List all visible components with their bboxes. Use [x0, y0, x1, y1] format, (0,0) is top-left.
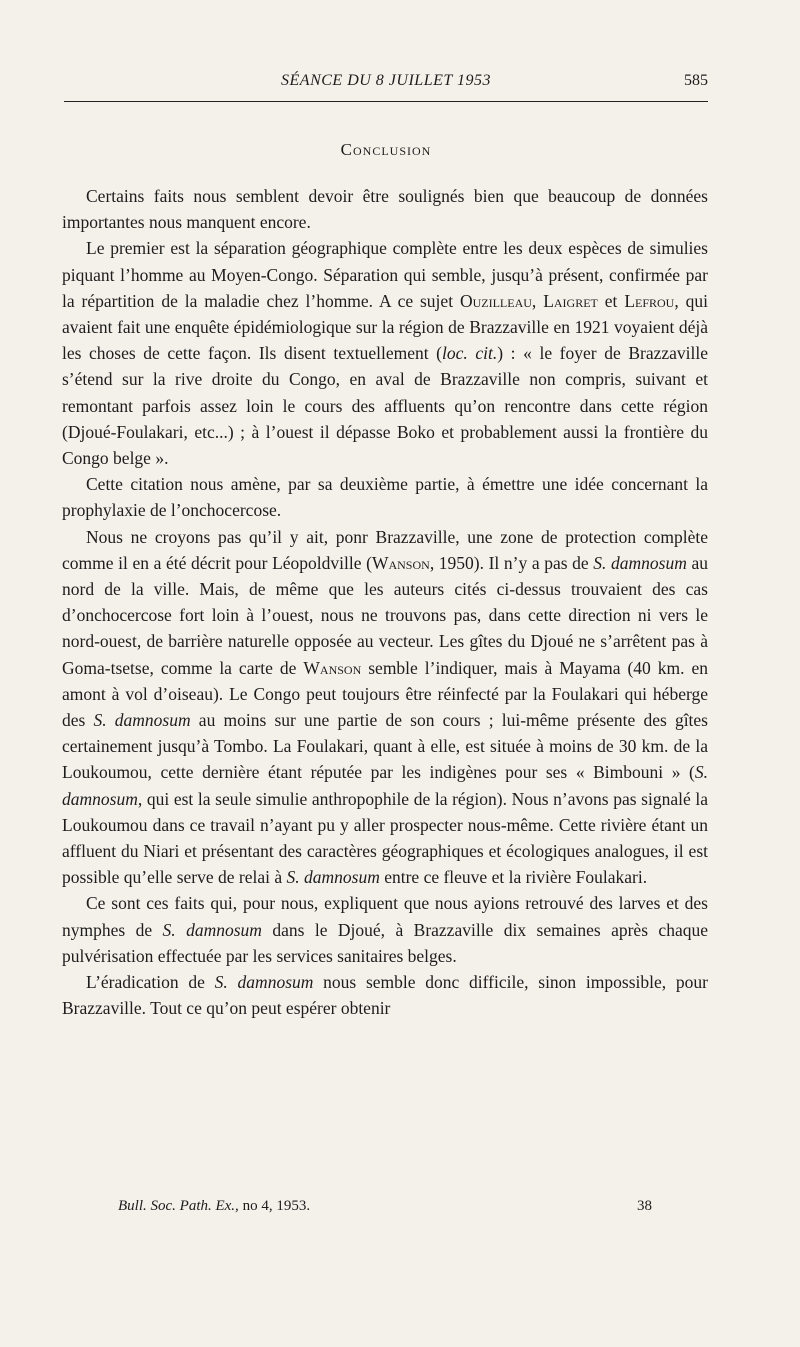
species-name: S. damnosum	[286, 867, 380, 888]
author-name: Lefrou	[624, 290, 675, 311]
text-run: au nord de la ville. Mais, de même que les auteurs cités ci-dessus trouvaient des cas d’onchocercose fort loin à l’ouest, nous ne trouvons pas, dans cette direction ni vers le nord-ouest, de barrière naturelle opposée au vecteur. Les gîtes du Djoué ne s’arrêtent pas à Goma-tsetse, comme la carte de	[62, 552, 708, 678]
text-run: et	[597, 290, 625, 311]
text-run: , qui est la seule simulie anthropophile de la région). Nous n’avons pas signalé la Loukoumou dans ce travail n’ayant pu y aller prospecter nous-même. Cette rivière étant un affluent du Niari et présentant des caractères géographiques et écologiques analogues, il est possible qu’elle serve de relai à	[62, 788, 708, 888]
signature-mark: 38	[637, 1198, 652, 1214]
paragraph-3-text: Cette citation nous amène, par sa deuxième partie, à émettre une idée concernant la prophylaxie de l’onchocercose.	[62, 474, 708, 521]
author-name: Wanson	[303, 657, 362, 678]
text-run: ,	[531, 290, 544, 311]
running-title: SÉANCE DU 8 JUILLET 1953	[281, 72, 491, 89]
species-name: S. damnosum	[62, 762, 708, 809]
text-run: dans le Djoué, à Brazzaville dix semaines après chaque pulvérisation effectuée par les services sanitaires belges.	[62, 919, 708, 966]
paragraph-5	[62, 890, 708, 969]
paragraph-1-text: Certains faits nous semblent devoir être soulignés bien que beaucoup de données importantes nous manquent encore.	[62, 186, 708, 233]
journal-name: Bull. Soc. Path. Ex.,	[118, 1198, 239, 1214]
author-name: Ouzilleau	[459, 290, 532, 311]
paragraph-3	[62, 471, 708, 523]
text-run: Le premier est la séparation géographique complète entre les deux espèces de simulies piquant l’homme au Moyen-Congo. Séparation qui semble, jusqu’à présent, confirmée par la répartition de la maladie chez l’homme. A ce sujet	[62, 238, 708, 311]
text-run: nous semble donc difficile, sinon impossible, pour Brazzaville. Tout ce qu’on peut espérer obtenir	[62, 972, 708, 1019]
species-name: S. damnosum	[593, 552, 687, 573]
text-run: Ce sont ces faits qui, pour nous, expliquent que nous ayions retrouvé des larves et des nymphes de	[62, 893, 708, 940]
paragraph-6	[62, 969, 708, 1021]
paragraph-2	[62, 235, 708, 471]
text-run: , 1950). Il n’y a pas de	[429, 552, 594, 573]
paragraph-1	[62, 183, 708, 235]
running-head	[64, 72, 708, 96]
paragraph-4	[62, 524, 708, 891]
text-run: ) : « le foyer de Brazzaville s’étend sur la rive droite du Congo, en aval de Brazzaville non compris, suivant et remontant parfois assez loin le cours des affluents qu’on rencontre dans cette région (Djoué-Foulakari, etc...) ; à l’ouest il dépasse Boko et probablement aussi la frontière du Congo belge ».	[62, 343, 708, 469]
body-text	[62, 183, 708, 1022]
text-run: L’éradication de	[86, 972, 215, 993]
page-number: 585	[684, 72, 708, 89]
section-title: Conclusion	[340, 140, 432, 159]
journal-issue: no 4, 1953.	[242, 1198, 311, 1214]
author-name: Laigret	[543, 290, 598, 311]
author-name: Wanson	[371, 552, 430, 573]
species-name: S. damnosum	[214, 972, 314, 993]
text-run: Nous ne croyons pas qu’il y ait, ponr Brazzaville, une zone de protection complète comme il en a été décrit pour Léopoldville (	[62, 526, 708, 573]
text-run: , qui avaient fait une enquête épidémiologique sur la région de Brazzaville en 1921 voyaient déjà les choses de cette façon. Ils disent textuellement (	[62, 290, 708, 364]
journal-reference	[118, 1198, 310, 1215]
text-run: au moins sur une partie de son cours ; lui-même présente des gîtes certainement jusqu’à Tombo. La Foulakari, quant à elle, est située à moins de 30 km. de la Loukoumou, cette dernière étant réputée par les indigènes pour ses « Bimbouni » (	[62, 710, 708, 783]
citation-loc: loc. cit.	[442, 343, 498, 364]
header-rule	[64, 101, 708, 102]
species-name: S. damnosum	[93, 710, 191, 731]
species-name: S. damnosum	[162, 919, 262, 940]
text-run: entre ce fleuve et la rivière Foulakari.	[379, 867, 648, 888]
text-run: semble l’indiquer, mais à Mayama (40 km. en amont à vol d’oiseau). Le Congo peut toujours être réinfecté par la Foulakari qui héberge des	[62, 657, 708, 731]
